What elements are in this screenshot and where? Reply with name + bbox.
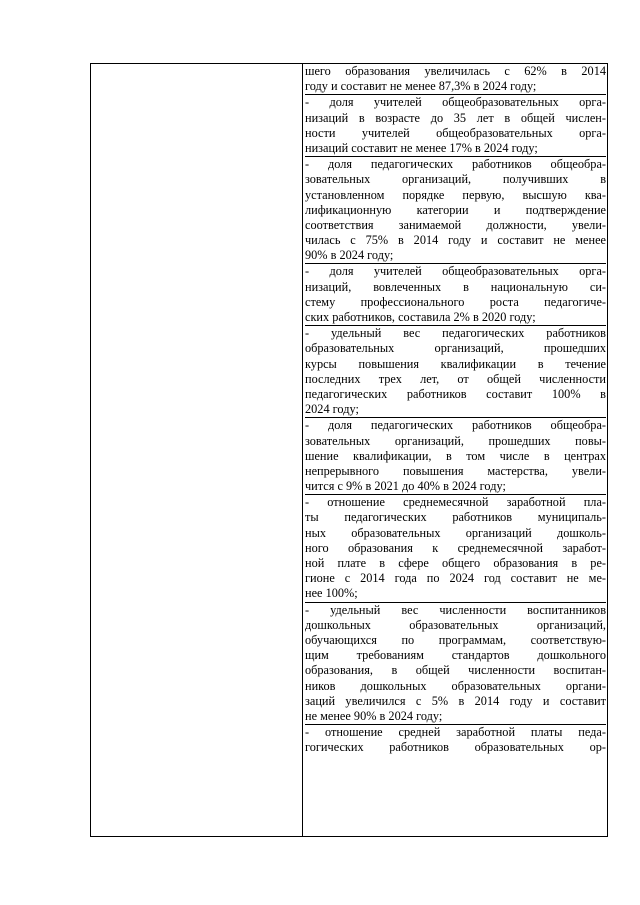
text-line: педагогических работников составит 100% в <box>305 386 606 401</box>
text-line: низаций в возрасте до 35 лет в общей числен- <box>305 110 606 125</box>
text-line: дошкольных образовательных организаций, <box>305 617 606 632</box>
text-line: ных образовательных организаций дошколь- <box>305 525 606 540</box>
text-line: нее 100%; <box>305 586 358 601</box>
table-left-column <box>91 64 303 836</box>
text-line: - доля учителей общеобразовательных орга- <box>305 264 606 279</box>
content-table <box>90 63 608 837</box>
text-line: зовательных организаций, получивших в <box>305 172 606 187</box>
text-line: щим требованиям стандартов дошкольного <box>305 648 606 663</box>
text-line: низаций составит не менее 17% в 2024 году; <box>305 140 538 155</box>
text-line: чилась с 75% в 2014 году и составит не менее <box>305 233 606 248</box>
text-line: обучающихся по программам, соответствую- <box>305 632 606 647</box>
text-line: образовательных организаций, прошедших <box>305 341 606 356</box>
text-line: курсы повышения квалификации в течение <box>305 356 606 371</box>
text-line: ного образования к среднемесячной заработ- <box>305 540 606 555</box>
text-line: образования, в общей численности воспитан- <box>305 663 606 678</box>
text-line: 2024 году; <box>305 402 359 417</box>
list-item <box>305 64 606 95</box>
list-item <box>305 95 606 157</box>
text-line: гионе с 2014 года по 2024 год составит не ме- <box>305 571 606 586</box>
text-line: 90% в 2024 году; <box>305 248 394 263</box>
text-line: лификационную категории и подтверждение <box>305 202 606 217</box>
text-line: - удельный вес численности воспитанников <box>305 602 606 617</box>
text-line: не менее 90% в 2024 году; <box>305 708 443 723</box>
list-item <box>305 157 606 264</box>
text-line: заций увеличился с 5% в 2014 году и составит <box>305 693 606 708</box>
text-line: - отношение среднемесячной заработной пла- <box>305 495 606 510</box>
text-line: ности учителей общеобразовательных орга- <box>305 125 606 140</box>
list-item <box>305 603 606 726</box>
list-item <box>305 264 606 326</box>
text-line: стему профессионального роста педагогиче- <box>305 294 606 309</box>
table-right-column <box>303 64 607 836</box>
text-line: ников дошкольных образовательных органи- <box>305 678 606 693</box>
text-line: шение квалификации, в том числе в центрах <box>305 448 606 463</box>
text-line: шего образования увеличилась с 62% в 2014 <box>305 64 606 78</box>
text-line: последних трех лет, от общей численности <box>305 371 606 386</box>
list-item <box>305 725 606 755</box>
text-line: установленном порядке первую, высшую ква- <box>305 187 606 202</box>
text-line: чится с 9% в 2021 до 40% в 2024 году; <box>305 479 506 494</box>
text-line: году и составит не менее 87,3% в 2024 году; <box>305 79 537 94</box>
text-line: непрерывного повышения мастерства, увели- <box>305 463 606 478</box>
text-line: - доля педагогических работников общеобра- <box>305 418 606 433</box>
text-line: ты педагогических работников муниципаль- <box>305 510 606 525</box>
list-item <box>305 495 606 602</box>
text-line: зовательных организаций, прошедших повы- <box>305 433 606 448</box>
text-line: - доля педагогических работников общеобра- <box>305 157 606 172</box>
text-line: - отношение средней заработной платы педа- <box>305 725 606 740</box>
text-line: гогических работников образовательных ор- <box>305 740 606 755</box>
text-line: соответствия занимаемой должности, увели- <box>305 217 606 232</box>
list-item <box>305 418 606 495</box>
list-item <box>305 326 606 418</box>
text-line: низаций, вовлеченных в национальную си- <box>305 279 606 294</box>
text-line: - удельный вес педагогических работников <box>305 326 606 341</box>
text-line: ских работников, составила 2% в 2020 году; <box>305 310 536 324</box>
text-line: ной плате в сфере общего образования в ре- <box>305 556 606 570</box>
text-line: - доля учителей общеобразовательных орга- <box>305 95 606 110</box>
